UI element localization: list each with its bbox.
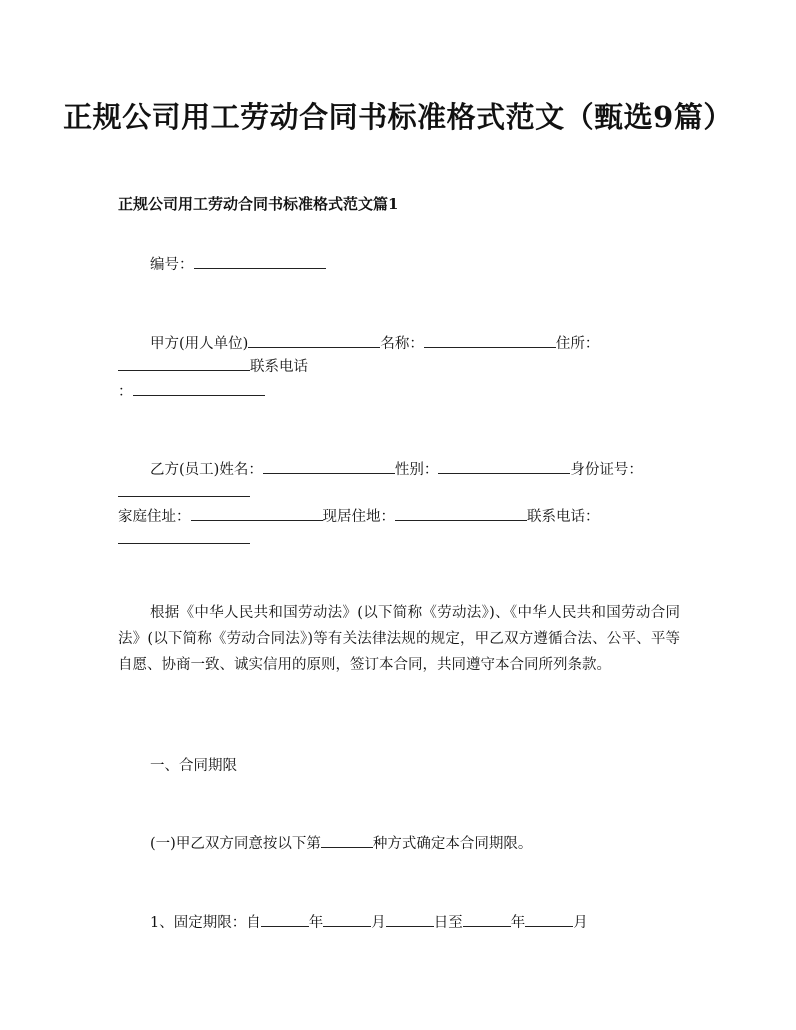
day-to-label: 日至 xyxy=(433,915,463,931)
article-1-heading: 一、合同期限 xyxy=(150,758,237,774)
month-label: 月 xyxy=(371,915,386,931)
phone-label: 联系电话 xyxy=(250,359,308,375)
party-b-row-4 xyxy=(118,529,250,548)
id-label: 身份证号： xyxy=(570,462,643,478)
phone-colon: ： xyxy=(118,384,133,400)
start-month-blank[interactable] xyxy=(323,912,371,927)
fixed-term-row xyxy=(118,911,588,932)
party-b-row-3 xyxy=(118,505,600,526)
clause-1-prefix: (一)甲乙双方同意按以下第 xyxy=(150,836,321,852)
party-b-phone-blank[interactable] xyxy=(118,529,250,544)
fixed-term-prefix: 1、固定期限：自 xyxy=(150,915,261,931)
serial-number-row xyxy=(118,253,326,274)
clause-1-row xyxy=(118,832,532,853)
clause-1-suffix: 种方式确定本合同期限。 xyxy=(372,836,533,852)
party-b-name-blank[interactable] xyxy=(263,459,395,474)
address-label: 住所： xyxy=(555,336,600,352)
party-a-blank[interactable] xyxy=(248,333,380,348)
start-year-blank[interactable] xyxy=(261,912,309,927)
gender-blank[interactable] xyxy=(438,459,570,474)
party-b-name-label: 乙方(员工)姓名： xyxy=(150,462,263,478)
id-blank[interactable] xyxy=(118,482,250,497)
home-address-label: 家庭住址： xyxy=(118,509,191,525)
serial-label: 编号： xyxy=(150,257,194,273)
address-blank[interactable] xyxy=(118,356,250,371)
party-b-row xyxy=(118,458,643,479)
end-year-blank[interactable] xyxy=(463,912,511,927)
current-address-label: 现居住地： xyxy=(322,509,395,525)
year2-label: 年 xyxy=(510,915,526,931)
document-title: 正规公司用工劳动合同书标准格式范文（甄选9篇） xyxy=(63,100,733,134)
start-day-blank[interactable] xyxy=(386,912,434,927)
party-b-row-2 xyxy=(118,482,250,501)
month2-label: 月 xyxy=(573,915,588,931)
party-a-row-2 xyxy=(118,355,308,376)
name-label: 名称： xyxy=(380,336,424,352)
end-month-blank[interactable] xyxy=(525,912,573,927)
current-address-blank[interactable] xyxy=(395,506,527,521)
party-a-row xyxy=(118,332,599,353)
section-heading: 正规公司用工劳动合同书标准格式范文篇1 xyxy=(118,195,399,213)
party-b-phone-label: 联系电话： xyxy=(527,509,600,525)
year-label: 年 xyxy=(308,915,324,931)
serial-blank[interactable] xyxy=(194,254,326,269)
preamble-paragraph: 根据《中华人民共和国劳动法》(以下简称《劳动法》)、《中华人民共和国劳动合同法》(以下简称《劳动合同法》)等有关法律法规的规定，甲乙双方遵循合法、公平、平等自愿、协商一致、诚实信用的原则，签订本合同，共同遵守本合同所列条款。 xyxy=(118,605,680,673)
name-blank[interactable] xyxy=(424,333,556,348)
home-address-blank[interactable] xyxy=(191,506,323,521)
gender-label: 性别： xyxy=(394,462,439,478)
clause-1-blank[interactable] xyxy=(321,833,373,848)
phone-blank[interactable] xyxy=(133,381,265,396)
party-a-row-3 xyxy=(118,380,265,401)
party-a-label: 甲方(用人单位) xyxy=(150,336,249,352)
